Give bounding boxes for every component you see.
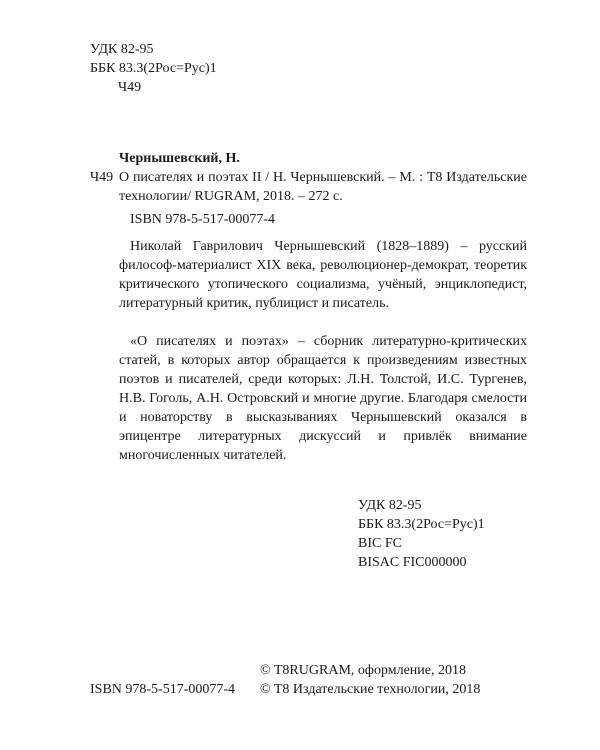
udk-code: УДК 82-95	[90, 42, 154, 57]
footer-isbn: ISBN 978-5-517-00077-4	[90, 682, 236, 697]
copyright-publisher: © T8 Издательские технологии, 2018	[260, 682, 481, 697]
copyright-block	[260, 661, 480, 699]
annotation-paragraph-author: Николай Гаврилович Чернышевский (1828–1889) – русский философ-материалист XIX века, революционер-демократ, теоретик критического утопического социализма, учёный, энциклопедист, литературный критик, публицист и писатель.	[119, 239, 527, 311]
author-mark-code: Ч49	[118, 80, 142, 95]
bisac-code: BISAC FIC000000	[358, 555, 467, 570]
bbk-code: ББК 83.3(2Рос=Рус)1	[90, 61, 217, 76]
udk-code-bottom: УДК 82-95	[358, 498, 422, 513]
annotation-paragraph-book: «О писателях и поэтах» – сборник литературно-критических статей, в которых автор обращается к произведениям известных поэтов и писателей, среди которых: Л.Н. Толстой, И.С. Тургенев, Н.В. Гоголь, А.Н. Островский и многие другие. Благодаря смелости и новаторству в высказываниях Чернышевский оказался в эпицентре литературных дискуссий и привлёк внимание многочисленных читателей.	[119, 334, 527, 463]
bottom-classification-codes	[358, 496, 485, 572]
copyright-design: © T8RUGRAM, оформление, 2018	[260, 663, 467, 678]
record-isbn: ISBN 978-5-517-00077-4	[130, 212, 276, 227]
bic-code: BIC FC	[358, 536, 402, 551]
top-classification-codes	[90, 40, 217, 97]
bbk-code-bottom: ББК 83.3(2Рос=Рус)1	[358, 517, 485, 532]
author-heading: Чернышевский, Н.	[119, 151, 240, 166]
bibliographic-description: О писателях и поэтах II / Н. Чернышевский. – М. : Т8 Издательские технологии/ RUGRAM, 2018. – 272 с.	[119, 170, 527, 204]
record-author-mark: Ч49	[90, 170, 114, 185]
